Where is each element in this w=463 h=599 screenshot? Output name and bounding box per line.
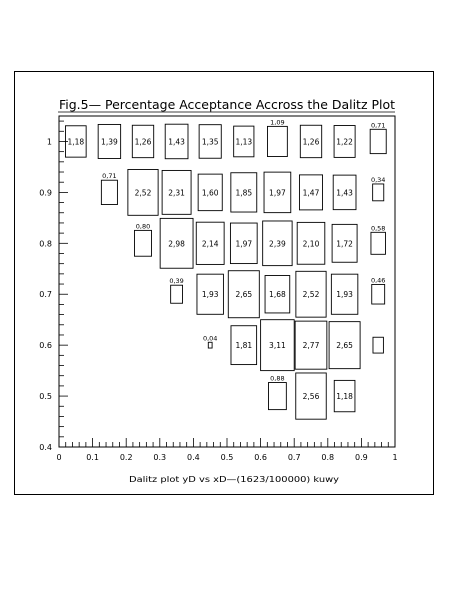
cell-value-label: 1,97: [235, 239, 253, 249]
cell-value-label: 1,47: [302, 188, 320, 198]
cell-value-label: 2,98: [168, 239, 185, 249]
plot-frame: [14, 71, 434, 495]
y-tick-label: 1: [46, 137, 52, 147]
cell-value-label: 1,13: [235, 137, 253, 147]
cell-value-label: 0,71: [102, 172, 117, 181]
acceptance-cell: [171, 285, 183, 303]
cell-value-label: 2,39: [269, 239, 286, 249]
acceptance-cell: [267, 126, 287, 156]
cell-value-label: 2,56: [302, 392, 320, 402]
cell-value-label: 2,14: [201, 239, 219, 249]
acceptance-cell: [268, 383, 286, 410]
cell-value-label: 0,71: [370, 121, 386, 130]
cell-value-label: 1,18: [67, 137, 85, 147]
y-tick-label: 0.9: [39, 188, 52, 198]
cell-value-label: 1,43: [168, 137, 185, 147]
cell-value-label: 2,31: [168, 188, 185, 198]
cell-value-label: 1,93: [201, 290, 219, 300]
cell-value-label: 0,58: [370, 224, 386, 233]
acceptance-cell: [370, 129, 386, 153]
x-tick-label: 0.6: [254, 453, 267, 462]
cell-value-label: 0,46: [370, 276, 386, 285]
cell-value-label: 1,97: [269, 188, 286, 198]
y-tick-label: 0.4: [39, 443, 52, 452]
acceptance-cells: [65, 118, 386, 419]
cell-value-label: 1,68: [269, 290, 286, 300]
x-tick-labels: [56, 453, 397, 462]
x-tick-label: 0.5: [220, 453, 234, 462]
y-tick-label: 0.8: [39, 239, 52, 249]
x-tick-label: 1: [392, 453, 398, 462]
cell-value-label: 2,10: [302, 239, 320, 249]
cell-value-label: 1,60: [201, 188, 219, 198]
cell-value-label: 2,65: [235, 290, 253, 300]
y-tick-label: 0.7: [39, 290, 52, 300]
y-tick-label: 0.5: [39, 392, 52, 402]
x-tick-label: 0.4: [187, 453, 200, 462]
cell-value-label: 2,77: [302, 341, 320, 351]
cell-value-label: 2,52: [302, 290, 320, 300]
cell-value-label: 0,34: [370, 175, 386, 184]
x-axis-label: Dalitz plot yD vs xD—(1623/100000) kuwy: [129, 475, 340, 484]
dalitz-acceptance-chart: [15, 72, 435, 496]
x-tick-label: 0.3: [153, 453, 167, 462]
chart-title: Fig.5— Percentage Acceptance Accross the Dalitz Plot: [59, 97, 396, 112]
cell-value-label: 1,09: [270, 118, 285, 127]
acceptance-cell: [373, 184, 384, 201]
acceptance-cell: [134, 230, 151, 256]
cell-value-label: 2,52: [134, 188, 152, 198]
acceptance-cell: [371, 232, 386, 254]
y-tick-labels: [39, 137, 52, 452]
cell-value-label: 1,93: [336, 290, 353, 300]
acceptance-cell: [373, 337, 383, 353]
cell-value-label: 1,85: [235, 188, 253, 198]
cell-value-label: 1,81: [235, 341, 253, 351]
cell-value-label: 1,43: [336, 188, 353, 198]
cell-value-label: 1,22: [336, 137, 353, 147]
acceptance-cell: [372, 284, 385, 304]
cell-value-label: 1,39: [101, 137, 118, 147]
cell-value-label: 0,80: [135, 222, 151, 231]
x-tick-label: 0.9: [355, 453, 368, 462]
x-tick-label: 0.1: [86, 453, 99, 462]
cell-value-label: 1,18: [336, 392, 353, 402]
acceptance-cell: [208, 342, 212, 348]
x-tick-label: 0.8: [321, 453, 335, 462]
cell-value-label: 1,35: [201, 137, 219, 147]
acceptance-cell: [101, 180, 117, 204]
x-tick-label: 0: [56, 453, 62, 462]
cell-value-label: 1,72: [336, 239, 353, 249]
cell-value-label: 2,65: [336, 341, 353, 351]
y-tick-label: 0.6: [39, 341, 52, 351]
x-tick-label: 0.7: [287, 453, 301, 462]
cell-value-label: 3,11: [269, 341, 286, 351]
cell-value-label: 0,88: [270, 374, 285, 383]
x-tick-label: 0.2: [119, 453, 133, 462]
cell-value-label: 0,39: [169, 277, 184, 286]
cell-value-label: 0,04: [202, 334, 218, 343]
cell-value-label: 1,26: [134, 137, 152, 147]
cell-value-label: 1,26: [302, 137, 320, 147]
